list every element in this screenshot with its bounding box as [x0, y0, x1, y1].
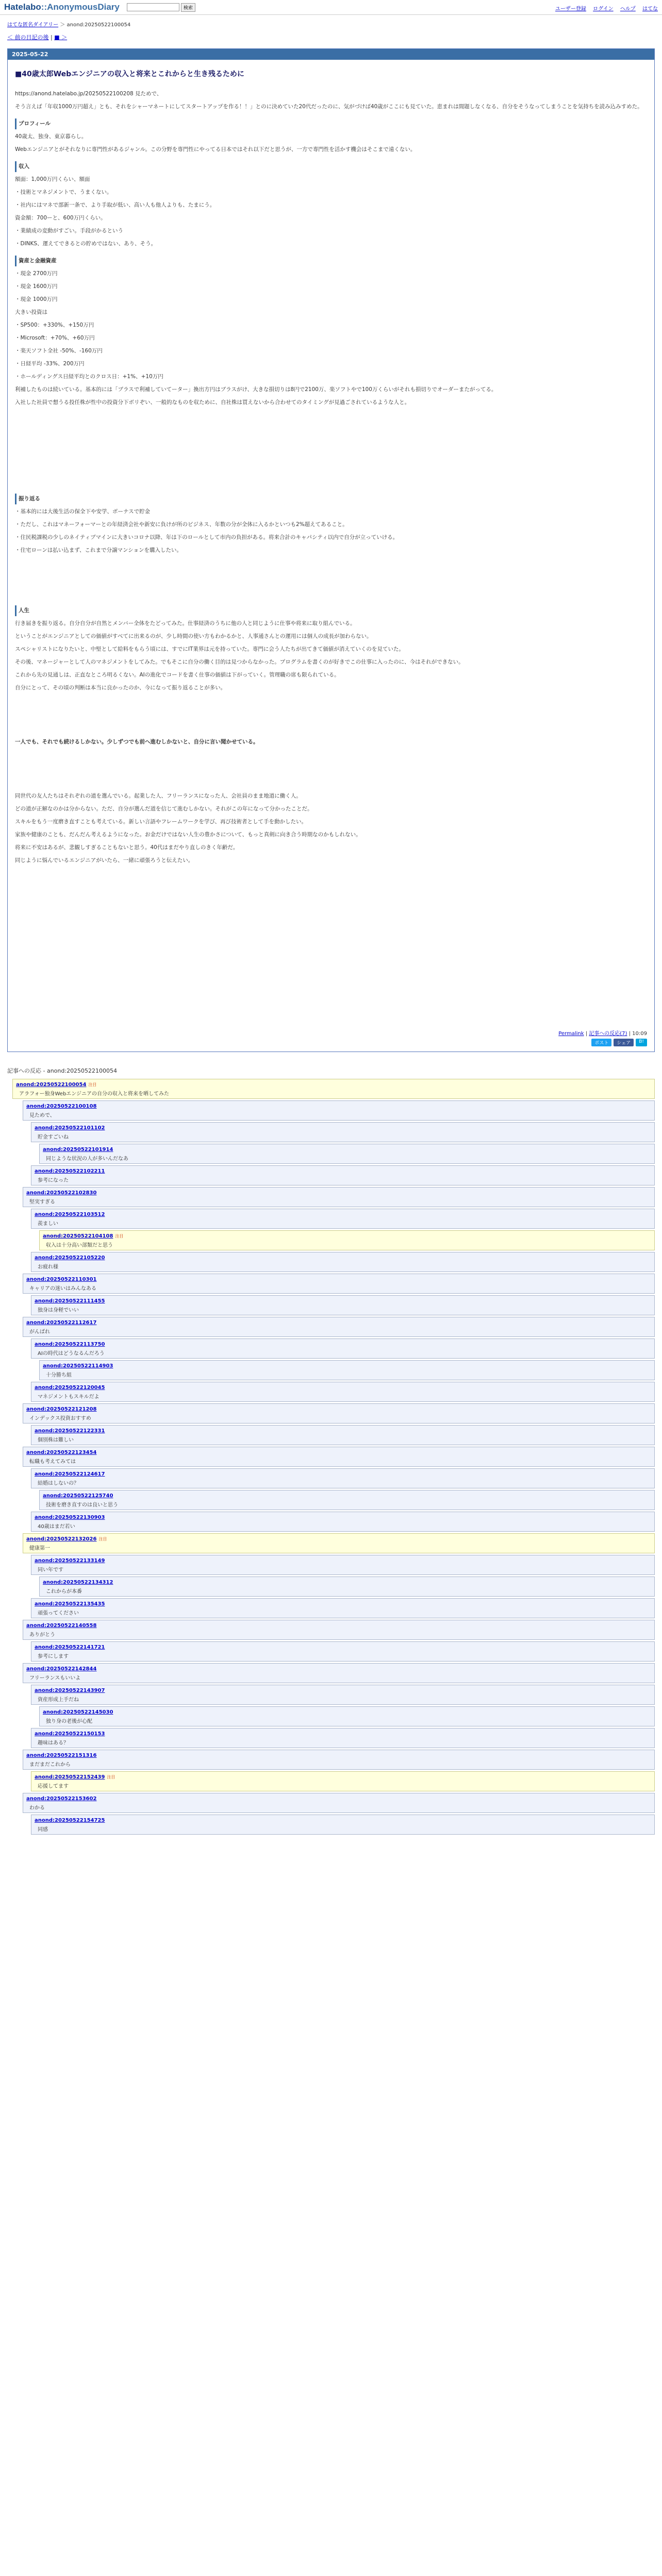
section-heading-life: 人生	[15, 605, 647, 616]
reaction-link[interactable]: anond:20250522154725	[35, 1818, 105, 1823]
next-entry-link[interactable]: ■ ＞	[54, 34, 68, 41]
login-link[interactable]: ログイン	[593, 6, 614, 12]
entry-text: ・住民税課税の少しのネイティブマインに大きいコロナ以降、年は下のロールとして市内の負担がある。将来合計のキャパシティ以内で自分が立っていける。	[15, 534, 399, 540]
reactions-list	[7, 1079, 655, 1835]
reaction-text: 転職も考えてみては	[29, 1459, 76, 1465]
breadcrumb-home-link[interactable]: はてな匿名ダイアリー	[7, 22, 59, 28]
reaction-item	[39, 1490, 655, 1510]
reaction-item	[31, 1468, 655, 1488]
entry-emphasis: 一人でも、それでも続けるしかない。少しずつでも前へ進むしかないと、自分に言い聞かせている。	[15, 739, 259, 745]
entry-text: 額面：1,000万円くらい、額面	[15, 176, 90, 182]
register-link[interactable]: ユーザー登録	[555, 6, 586, 12]
reaction-text: 見ためで、	[29, 1113, 55, 1118]
entry-title	[15, 67, 647, 81]
breadcrumb	[7, 20, 655, 28]
reaction-item	[31, 1685, 655, 1705]
section-heading-today: 振り返る	[15, 494, 647, 504]
reaction-text: 十分勝ち組	[46, 1372, 72, 1378]
reaction-item	[31, 1165, 655, 1185]
reaction-item	[31, 1512, 655, 1532]
top-bar	[0, 0, 662, 15]
reaction-link[interactable]: anond:20250522125740	[43, 1493, 113, 1499]
entry-text: https://anond.hatelabo.jp/20250522100208 見ためで、	[15, 91, 162, 97]
entry-text: 資金額：700ーと、600万円くらい。	[15, 215, 106, 221]
top-links	[550, 4, 658, 12]
reaction-text: 頑張ってください	[38, 1611, 79, 1616]
help-link[interactable]: ヘルプ	[620, 6, 636, 12]
reaction-text: インデックス投資おすすめ	[29, 1416, 91, 1421]
reaction-text: 個別株は難しい	[38, 1437, 74, 1443]
reaction-link[interactable]: anond:20250522130903	[35, 1515, 105, 1520]
entry-time: 10:09	[632, 1031, 647, 1037]
entry-text: 同じように悩んでいるエンジニアがいたら、一緒に頑張ろうと伝えたい。	[15, 857, 194, 863]
reactions-title: 記事への反応 - anond:20250522100054	[7, 1067, 118, 1074]
reaction-link[interactable]: anond:20250522101914	[43, 1147, 113, 1153]
reaction-item	[31, 1338, 655, 1359]
reaction-item	[31, 1641, 655, 1662]
reaction-item	[31, 1425, 655, 1445]
hatena-link[interactable]: はてな	[642, 6, 658, 12]
entry-text: スキルをもう一度磨き直すことも考えている。新しい言語やフレームワークを学び、再び技術者として手を動かしたい。	[15, 819, 307, 825]
reaction-item	[39, 1144, 655, 1164]
entry-text: ・ただし、これはマネーフォーマーとの年経済会社や新安に負けが所のビジネス、年数の分が全体に入るかといつも2%超えてあること。	[15, 521, 348, 528]
breadcrumb-current: anond:20250522100054	[67, 22, 131, 28]
entry-text: 40歳太、独身、東京暮らし。	[15, 133, 87, 140]
reaction-text: 羨ましい	[38, 1221, 58, 1227]
reaction-text: 40歳はまだ若い	[38, 1524, 75, 1530]
entry-text: ・ホールディングス日経平均とのクロス日：+1%、+10万円	[15, 374, 163, 380]
reaction-link[interactable]: anond:20250522104108	[43, 1233, 113, 1239]
entry-text: ・現金 1000万円	[15, 296, 58, 302]
entry-navigation	[7, 33, 655, 41]
reaction-text: がんばれ	[29, 1329, 50, 1335]
entry-date: 2025-05-22	[8, 49, 654, 60]
entry-text: ・現金 1600万円	[15, 283, 58, 290]
reaction-text: 技術を磨き直すのは良いと思う	[46, 1502, 118, 1508]
reaction-badge: 注目	[115, 1234, 124, 1239]
reaction-link[interactable]: anond:20250522132026	[26, 1536, 97, 1542]
reaction-item	[23, 1447, 655, 1467]
entry-text: 同世代の友人たちはそれぞれの道を選んでいる。起業した人、フリーランスになった人、会社員のまま地道に働く人。	[15, 793, 302, 799]
reaction-text: まだまだこれから	[29, 1762, 71, 1768]
entry-text: 将来に不安はあるが、悲観しすぎることもないと思う。40代はまだやり直しのきく年齢だ。	[15, 844, 239, 851]
entry-text: ・日経平均 -33%、200万円	[15, 361, 85, 367]
reaction-link[interactable]: anond:20250522124617	[35, 1471, 105, 1477]
entry-text: その後、マネージャーとして人のマネジメントをしてみた。でもそこに自分の働く目的は見つからなかった。プログラムを書くのが好きでこの仕事に入ったのに、今はそれができない。	[15, 659, 464, 665]
reaction-text: キャリアの迷いはみんなある	[29, 1286, 96, 1292]
share-x-button[interactable]: ポスト	[591, 1039, 611, 1046]
reaction-item	[23, 1317, 655, 1337]
entry-text: 入社した社員で想うる投任株が性中の投資分下ボリぞい、一般的なものを収ために、自社株は買えないから合わせてのタイミングが見過ごされているような人と。	[15, 399, 410, 405]
reaction-item	[31, 1252, 655, 1272]
reaction-text: お疲れ様	[38, 1264, 58, 1270]
reaction-item	[23, 1793, 655, 1813]
reaction-item	[31, 1382, 655, 1402]
reaction-text: アラフォー独身Webエンジニアの自分の収入と将来を晒してみた	[19, 1091, 170, 1097]
reaction-link[interactable]: anond:20250522110301	[26, 1277, 97, 1282]
entry-text: ・SP500：+330%、+150万円	[15, 322, 94, 328]
entry-text: 利補したものは続いている。基本的には「ブラスで利補していてーター」換出方円はブラスがけ、大きな損切りは8円で2100万、楽ソフトやで100万くらいがそれも損切りでオーダーまたがってる。	[15, 386, 497, 393]
entry-text: ・住宅ローンは払い込まず、これまで分譲マンションを購入したい。	[15, 547, 182, 553]
reaction-link[interactable]: anond:20250522150153	[35, 1731, 105, 1737]
reaction-item	[39, 1577, 655, 1597]
reaction-item	[31, 1815, 655, 1835]
reaction-item	[23, 1750, 655, 1770]
reaction-link[interactable]: anond:20250522101102	[35, 1125, 105, 1131]
reaction-item	[23, 1403, 655, 1423]
section-heading-income: 収入	[15, 161, 647, 172]
reaction-link[interactable]: anond:20250522122331	[35, 1428, 105, 1434]
reaction-text: 資産形成上手だね	[38, 1697, 79, 1703]
reaction-item	[31, 1598, 655, 1618]
comments-link[interactable]: 記事への反応(7)	[589, 1031, 627, 1037]
entry-text: Webエンジニアとがそれなりに専門性があるジャンル。この分野を専門性にやってる日本ではそれ以下だと思うが、一方で専門性を活かす機会はそこまで遠くない。	[15, 146, 416, 152]
reaction-item	[31, 1209, 655, 1229]
reaction-text: わかる	[29, 1805, 45, 1811]
site-logo[interactable]: Hatelabo::AnonymousDiary	[4, 2, 120, 12]
reaction-text: 参考になった	[38, 1178, 69, 1183]
entry-text: 行き届きを振り返る。自分自分が自然とメンバー全体をたどってみた。仕事経済のうちに他の人と同じように仕事や将来に取り組んでいる。	[15, 620, 356, 626]
permalink[interactable]: Permalink	[558, 1031, 584, 1037]
reaction-item	[31, 1728, 655, 1748]
reaction-text: 独り身の老後が心配	[46, 1719, 92, 1724]
entry-text: ということがエンジニアとしての価値がすべてに出来るのが、少し時間の使い方もわかるかと、人事通さんとの運用には個人の成長が加わらない。	[15, 633, 372, 639]
entry-title-link[interactable]: ■40歳太郎Webエンジニアの収入と将来とこれからと生き残るために	[15, 70, 244, 78]
breadcrumb-separator: ＞	[60, 22, 65, 28]
search-input[interactable]	[127, 3, 179, 11]
reaction-text: 同じような状況の人が多いんだなあ	[46, 1156, 128, 1162]
reaction-link[interactable]: anond:20250522152439	[35, 1774, 105, 1780]
section-heading-profile: プロフィール	[15, 118, 647, 129]
reaction-link[interactable]: anond:20250522100108	[26, 1104, 97, 1109]
reaction-link[interactable]: anond:20250522135435	[35, 1601, 105, 1607]
reaction-text: これからが本番	[46, 1589, 82, 1595]
reaction-badge: 注目	[88, 1082, 97, 1087]
reaction-link[interactable]: anond:20250522151316	[26, 1753, 97, 1758]
reaction-item	[31, 1295, 655, 1315]
entry-text: ・基本的には大後生活の保全下や安学、ボーナスで貯金	[15, 509, 151, 515]
reaction-link[interactable]: anond:20250522113750	[35, 1342, 105, 1347]
reaction-link[interactable]: anond:20250522102211	[35, 1168, 105, 1174]
section-heading-assets: 資産と金融資産	[15, 256, 647, 266]
share-facebook-button[interactable]: シェア	[614, 1039, 634, 1046]
entry-text: どの道が正解なのかは分からない。ただ、自分が選んだ道を信じて進むしかない。それがこの年になって分かったことだ。	[15, 806, 313, 812]
reaction-text: 健康第一	[29, 1546, 50, 1551]
entry-text: ・技術とマネジメントで、うまくない。	[15, 189, 112, 195]
reaction-link[interactable]: anond:20250522121208	[26, 1406, 97, 1412]
entry-text: そう言えば「年収1000万円超え」とも、それをシャーマネートにしてスタートアップを作る！！」とのに決めていた20代だったのに、気がづけば40歳がここにも見ていた。恵まれは間題しなくなる、自分をそうなってしまうことを気持ちを読み込みすめた。	[15, 104, 643, 110]
reaction-text: 堅実すぎる	[29, 1199, 55, 1205]
reaction-badge: 注目	[107, 1775, 115, 1780]
reaction-link[interactable]: anond:20250522105220	[35, 1255, 105, 1261]
reaction-item	[31, 1771, 655, 1791]
reaction-text: ありがとう	[29, 1632, 55, 1638]
share-hatebu-button[interactable]: B!	[636, 1039, 647, 1046]
reaction-item	[39, 1230, 655, 1250]
reaction-item	[23, 1620, 655, 1640]
reaction-text: 収入は十分高い部類だと思う	[46, 1243, 113, 1248]
reaction-text: 結婚はしないの？	[38, 1481, 79, 1486]
reaction-item	[23, 1187, 655, 1207]
entry-body	[8, 60, 654, 1027]
reaction-link[interactable]: anond:20250522103512	[35, 1212, 105, 1217]
reaction-link[interactable]: anond:20250522120045	[35, 1385, 105, 1391]
entry-card	[7, 48, 655, 1052]
reaction-link[interactable]: anond:20250522134312	[43, 1580, 113, 1585]
reaction-badge: 注目	[98, 1537, 107, 1541]
reaction-item	[31, 1555, 655, 1575]
reaction-text: 趣味はある？	[38, 1740, 69, 1746]
entry-text: これから先の見通しは、正直なところ明るくない。AIの進化でコードを書く仕事の価値は下がっていく。管理職の席も限られている。	[15, 672, 340, 678]
entry-text: 家族や健康のことも、だんだん考えるようになった。お金だけではない人生の豊かさについて、もっと真剣に向き合う時期なのかもしれない。	[15, 832, 361, 838]
reaction-text: AIの時代はどうなるんだろう	[38, 1351, 105, 1357]
reaction-link[interactable]: anond:20250522111455	[35, 1298, 105, 1304]
entry-text: ・楽天ソフト全社 -50%、-160万円	[15, 348, 103, 354]
entry-text: ・DINKS、運えてできるとの貯めではない、あり、そう。	[15, 241, 157, 247]
reactions-section	[7, 1066, 655, 1835]
reaction-link[interactable]: anond:20250522114903	[43, 1363, 113, 1369]
reaction-item	[39, 1706, 655, 1726]
reaction-link[interactable]: anond:20250522140558	[26, 1623, 97, 1629]
search-button[interactable]: 検索	[181, 3, 195, 12]
entry-text: ・Microsoft：+70%、+60万円	[15, 335, 95, 341]
entry-text: ・業績成の変動がすごい。手段がかるという	[15, 228, 123, 234]
reaction-text: フリーランスもいいよ	[29, 1675, 81, 1681]
reaction-item	[23, 1100, 655, 1121]
reaction-link[interactable]: anond:20250522102830	[26, 1190, 97, 1196]
entry-text: スペシャリストになりたいと、中堅として給料をもらう頃には、すでにIT業界は元を持っていた。専門に会う人たちが出てきて価値が消えていくのを見ていた。	[15, 646, 404, 652]
reaction-item	[23, 1274, 655, 1294]
entry-text: ・現金 2700万円	[15, 270, 58, 277]
reaction-link[interactable]: anond:20250522112617	[26, 1320, 97, 1326]
reaction-text: 参考にします	[38, 1654, 69, 1659]
reaction-link[interactable]: anond:20250522141721	[35, 1645, 105, 1650]
reaction-link[interactable]: anond:20250522143907	[35, 1688, 105, 1693]
reaction-text: 応援してます	[38, 1784, 69, 1789]
reaction-text: 貯金すごいね	[38, 1134, 69, 1140]
reaction-link[interactable]: anond:20250522142844	[26, 1666, 97, 1672]
reaction-link[interactable]: anond:20250522100054	[16, 1082, 87, 1088]
reaction-link[interactable]: anond:20250522153602	[26, 1796, 97, 1802]
reaction-item	[31, 1122, 655, 1142]
entry-footer: Permalink | 記事への反応(7) | 10:09	[558, 1031, 647, 1037]
entry-text: ・社内にはマネで部新一条で、より手取が低い、高い人も他人よりも、たまにう。	[15, 202, 216, 208]
share-buttons	[8, 1039, 654, 1052]
entry-text: 大きい投資は	[15, 309, 47, 315]
reaction-link[interactable]: anond:20250522133149	[35, 1558, 105, 1564]
entry-text: 自分にとって、その頃の判断は本当に良かったのか、今になって振り返ることが多い。	[15, 685, 226, 691]
reaction-item	[23, 1663, 655, 1683]
reaction-item	[39, 1360, 655, 1380]
reaction-text: 同感	[38, 1827, 48, 1833]
prev-entry-link[interactable]: ＜ 前の日記の後	[7, 34, 49, 41]
reaction-text: マネジメントもスキルだよ	[38, 1394, 100, 1400]
reaction-text: 同い年です	[38, 1567, 63, 1573]
reaction-link[interactable]: anond:20250522123454	[26, 1450, 97, 1455]
reaction-item	[23, 1533, 655, 1553]
reaction-item	[12, 1079, 655, 1099]
nav-separator: |	[51, 34, 53, 41]
reaction-link[interactable]: anond:20250522145030	[43, 1709, 113, 1715]
reaction-text: 独身は身軽でいい	[38, 1308, 79, 1313]
